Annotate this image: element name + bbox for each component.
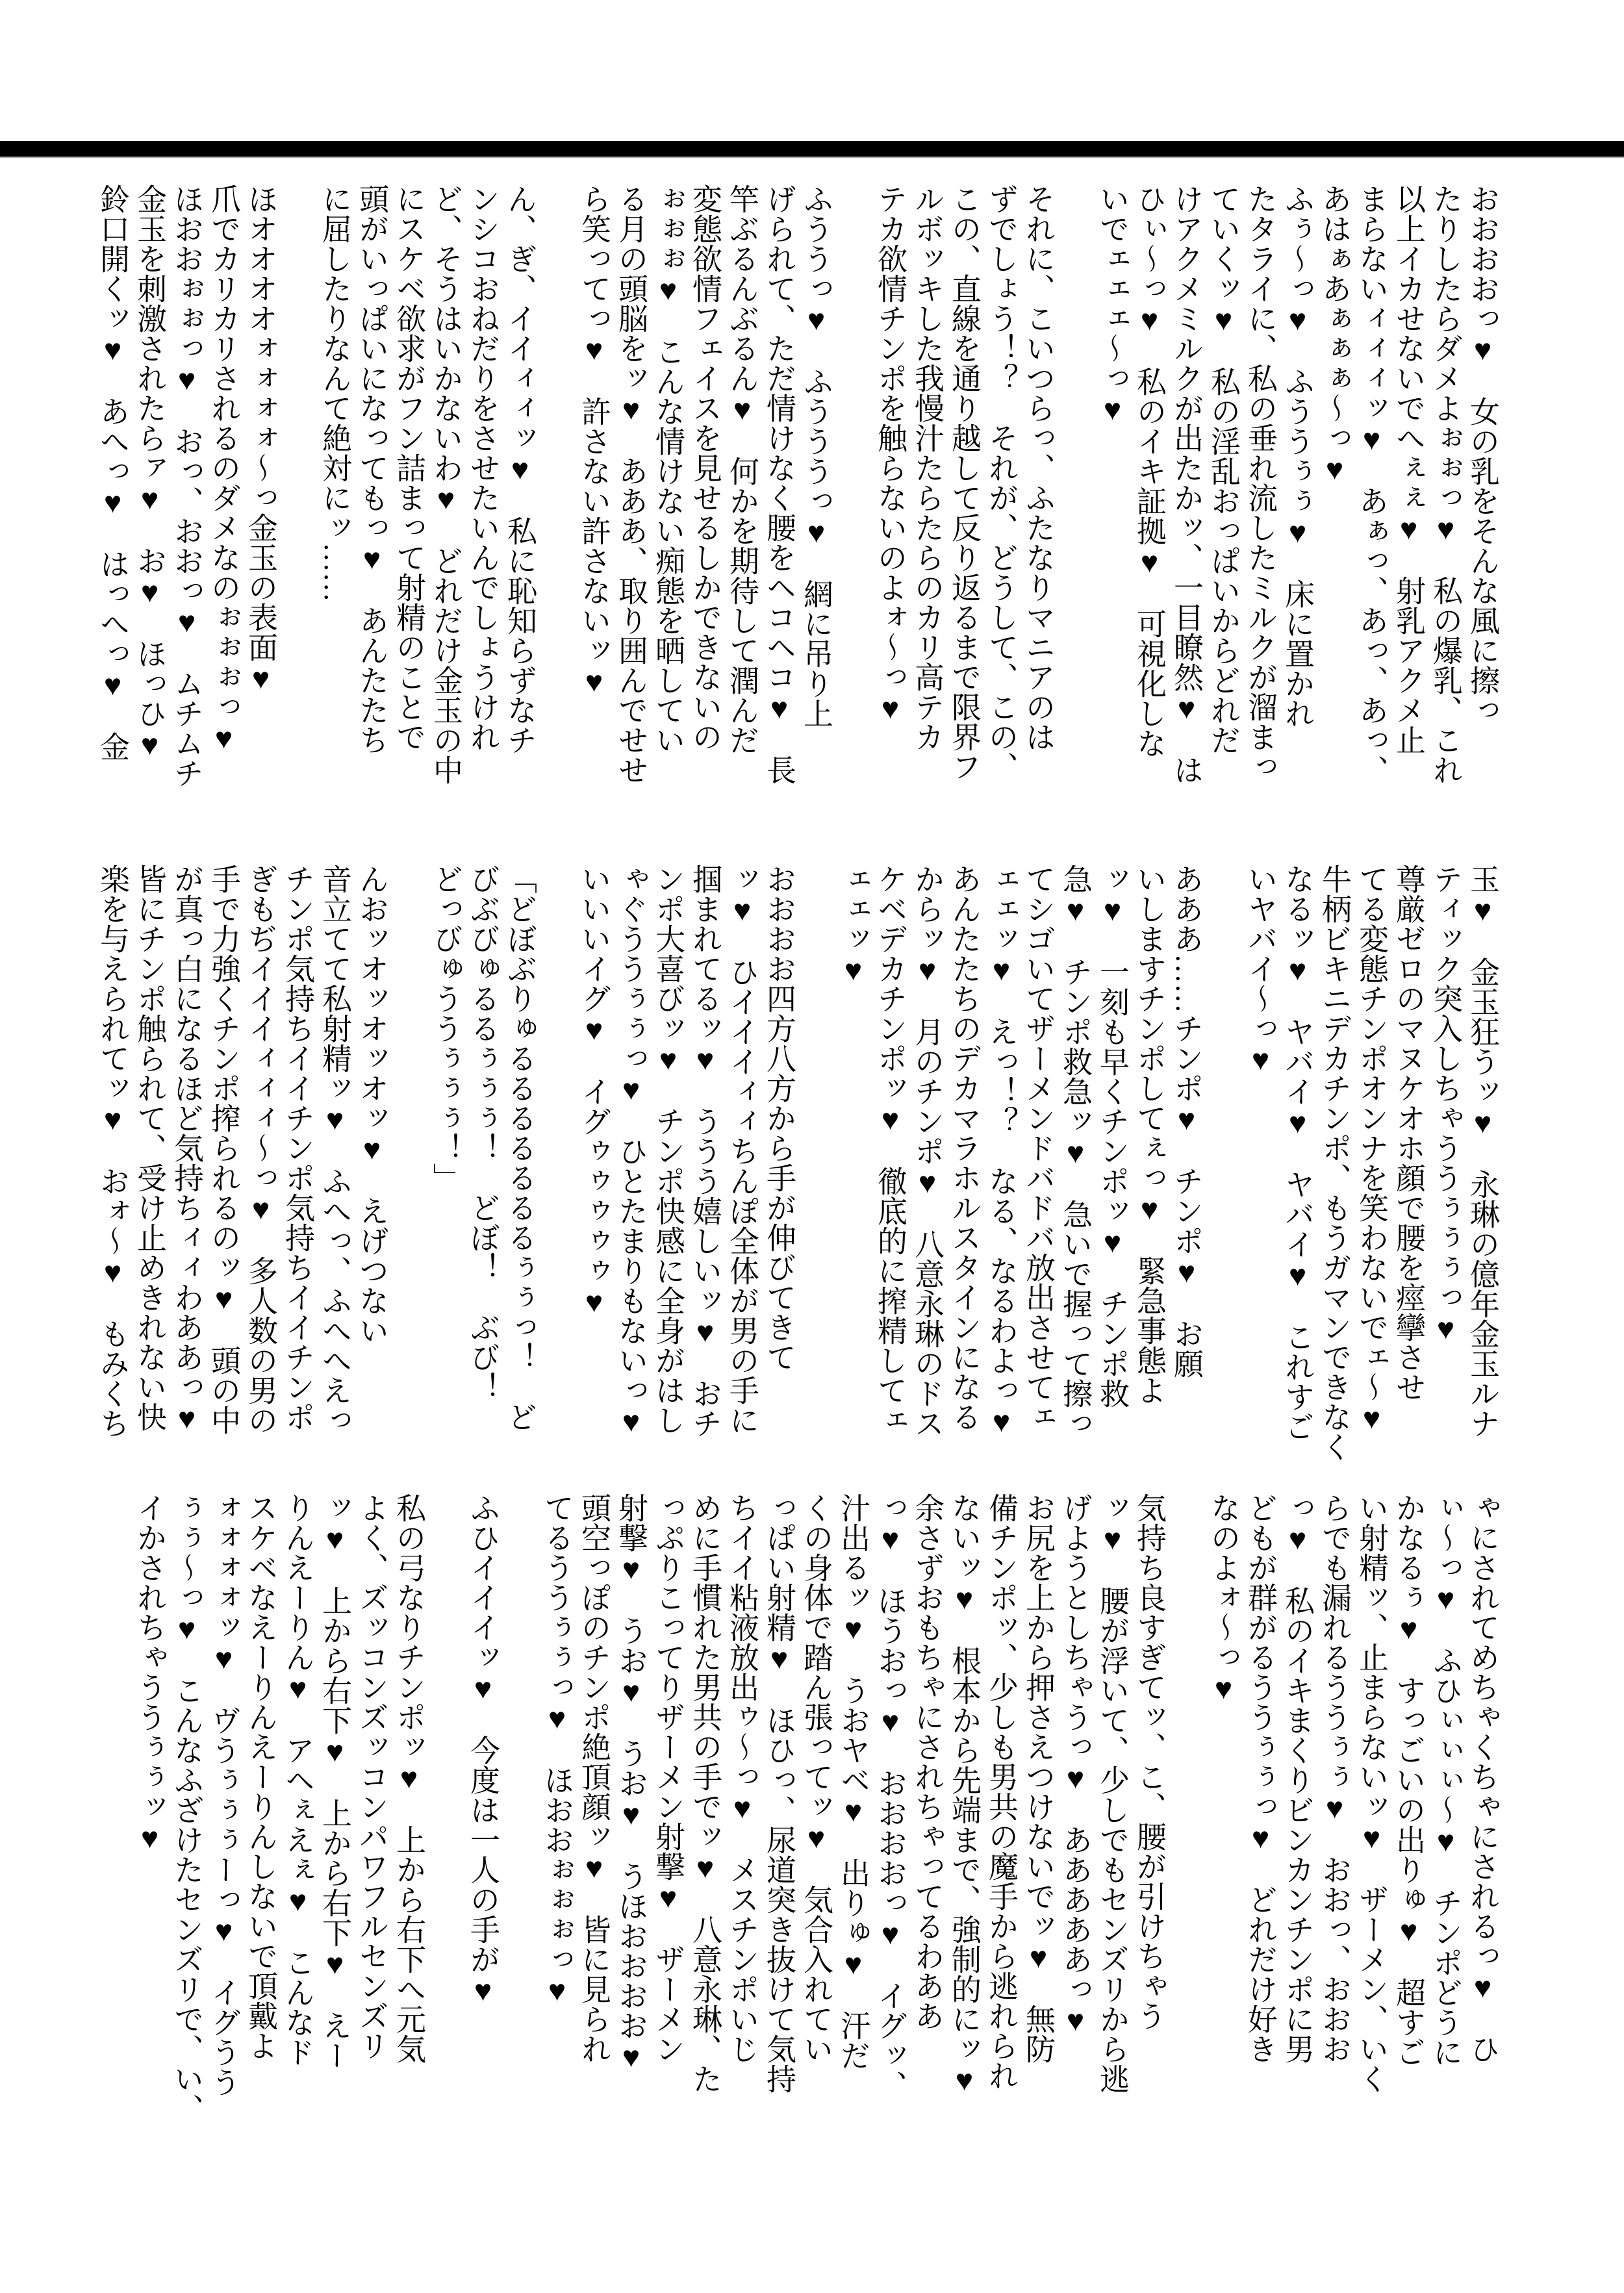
- text-column: 頭がいっぱいになってもっ♥ あんたたち: [355, 184, 388, 755]
- text-column: 変態欲情フェイスを見せるしかできないの: [689, 184, 722, 752]
- text-column: っぱい射精♥ ほひっ、尿道突き抜けて気持: [763, 1493, 796, 2094]
- text-column: あああ……チンポ♥ チンポ♥ お願: [1170, 864, 1203, 1378]
- text-column: が真っ白になるほど気持ちィィわああっ♥: [170, 864, 203, 1435]
- text-column: それに、こいつらっ、ふたなりマニアのは: [1022, 184, 1055, 752]
- text-column: 尊厳ゼロのマヌケオホ顔で腰を痙攣させ: [1392, 864, 1425, 1402]
- text-band-middle: [94, 864, 1501, 1494]
- text-column: っ♥ 私のイキまくりビンカンチンポに男: [1281, 1493, 1314, 2064]
- text-column: に屈したりなんて絶対にッ……: [318, 184, 351, 602]
- text-column: ほオオオオォォォォ〜っ金玉の表面♥: [244, 184, 277, 695]
- text-column: テカ欲情チンポを触らないのよォ〜っ♥: [874, 184, 907, 725]
- text-column: ぅぅ〜っ♥ こんなふざけたセンズリで、い、: [170, 1493, 203, 2123]
- text-column: 以上イカせないでへぇぇ♥ 射乳アクメ止: [1392, 184, 1425, 755]
- text-column: 備チンポッ、少しも男共の魔手から逃れられ: [985, 1493, 1018, 2090]
- text-column: ふひイイイッ♥ 今度は一人の手が♥: [466, 1493, 500, 2007]
- text-column: ォォォォッ♥ ヴうぅぅぅーっ♥ イグうう: [207, 1493, 240, 2097]
- text-column: んおッオッオッオッ♥ えげつない: [355, 864, 388, 1345]
- text-column: げられて、ただ情けなく腰をヘコヘコ♥ 長: [763, 184, 796, 785]
- text-column: 竿ぶるんぶるん♥ 何かを期待して潤んだ: [726, 184, 759, 755]
- top-black-bar: [0, 141, 1624, 158]
- text-column: 射撃♥ うお♥ うお♥ うほおおおお♥: [615, 1493, 648, 2073]
- text-column: 音立てて私射精ッ♥ ふへっ、ふへへえっ: [318, 864, 351, 1435]
- text-column: 気持ち良すぎてッ、こ、腰が引けちゃう: [1133, 1493, 1166, 2031]
- text-column: ふううっ♥ ふうううっ♥ 網に吊り上: [800, 184, 833, 728]
- text-column: あんたたちのデカマラホルスタインになる: [948, 864, 981, 1432]
- text-column: ていくッ♥ 私の淫乱おっぱいからどれだ: [1207, 184, 1240, 755]
- text-column: 爪でカリカリされるのダメなのぉぉぉっ♥: [207, 184, 240, 755]
- text-column: ないッ♥ 根本から先端まで、強制的にッ♥: [948, 1493, 981, 2097]
- text-column: 余さずおもちゃにされちゃってるわああ: [911, 1493, 944, 2031]
- text-column: ど、そうはいかないわ♥ どれだけ金玉の中: [429, 184, 463, 785]
- text-column: ェェッ♥: [837, 864, 870, 987]
- text-column: ッ♥ 一刻も早くチンポッ♥ チンポ救: [1096, 864, 1129, 1408]
- text-column: どっびゅううぅぅぅ！」: [429, 864, 463, 1193]
- text-column: かなるぅ♥ すっごいの出りゅ♥ 超すご: [1392, 1493, 1425, 2067]
- text-column: 金玉を刺激されたらァ♥ お♥ ほっひ♥: [133, 184, 166, 761]
- text-column: ひぃ〜っ♥ 私のイキ証拠♥ 可視化しな: [1133, 184, 1166, 758]
- text-column: ティック突入しちゃううぅぅぅっ♥: [1429, 864, 1462, 1345]
- text-column: ケベデカチンポッ♥ 徹底的に搾精してェ: [874, 864, 907, 1435]
- text-column: たタライに、私の垂れ流したミルクが溜まっ: [1244, 184, 1277, 781]
- text-column: ッ♥ 腰が浮いて、少しでもセンズリから逃: [1096, 1493, 1129, 2094]
- text-column: っぷりこってりザーメン射撃♥ ザーメン: [652, 1493, 685, 2064]
- text-column: ほおおぉぉっ♥ おっ、おおっ♥ ムチムチ: [170, 184, 203, 788]
- text-column: チンポ気持ちイイチンポ気持ちイイチンポ: [281, 864, 314, 1432]
- text-column: 鈴口開くッ♥ あへっ♥ はっへっ♥ 金: [96, 184, 129, 761]
- text-column: おおおお四方八方から手が伸びてきて: [763, 864, 796, 1372]
- text-column: なるッ♥ ヤバイ♥ ヤバイ♥ これすご: [1281, 864, 1314, 1441]
- text-column: よく、ズッコンズッコンパワフルセンズリ: [355, 1493, 388, 2060]
- text-column: なのよォ〜っ♥: [1207, 1493, 1240, 1705]
- text-column: ェェッ♥ えっ！？ なる、なるわよっ♥: [985, 864, 1018, 1438]
- text-column: おおおおっ♥ 女の乳をそんな風に擦っ: [1466, 184, 1499, 725]
- text-column: る月の頭脳をッ♥ あああ、取り囲んでせせ: [615, 184, 648, 785]
- text-column: 汁出るッ♥ うおヤベ♥ 出りゅ♥ 汗だ: [837, 1493, 870, 2070]
- text-column: お尻を上から押さえつけないでッ♥ 無防: [1022, 1493, 1055, 2064]
- text-column: てるううぅぅっ♥ ほおおぉぉぉっ♥: [540, 1493, 574, 2007]
- text-column: い射精ッ、止まらないッ♥ ザーメン、いく: [1355, 1493, 1388, 2094]
- text-column: けアクメミルクが出たかッ、一目瞭然♥ は: [1170, 184, 1203, 785]
- text-column: ッ♥ ひイイイィィちんぽ全体が男の手に: [726, 864, 759, 1435]
- text-column: 私の弓なりチンポッ♥ 上から右下へ元気: [392, 1493, 425, 2064]
- text-column: 皆にチンポ触られて、受け止めきれない快: [133, 864, 166, 1432]
- text-column: ッ♥ 上から右下♥ 上から右下♥ えー: [318, 1493, 351, 2070]
- text-column: 急♥ チンポ救急ッ♥ 急いで握って擦っ: [1059, 864, 1092, 1438]
- text-column: 掴まれてるッ♥ ううう嬉しいッ♥ おチ: [689, 864, 722, 1438]
- text-column: あはぁあぁぁぁ〜っ♥: [1318, 184, 1351, 486]
- text-column: ンシコおねだりをさせたいんでしょうけれ: [466, 184, 500, 752]
- text-column: らでも漏れるううぅぅ♥ おおっ、おおお: [1318, 1493, 1351, 2064]
- text-column: どもが群がるううぅぅっ♥ どれだけ好き: [1244, 1493, 1277, 2064]
- text-column: っ♥ ほうおっ♥ おおおおっ♥ イグッ、: [874, 1493, 907, 2100]
- text-column: たりしたらダメよぉぉっ♥ 私の爆乳、これ: [1429, 184, 1462, 785]
- text-column: からッ♥ 月のチンポ♥ 八意永琳のドス: [911, 864, 944, 1438]
- text-column: ゃぐううぅぅっ♥ ひとたまりもないっ♥: [615, 864, 648, 1438]
- text-column: 「どぼぶりゅるるるるるるるぅぅっ！ ど: [503, 864, 537, 1432]
- text-column: めに手慣れた男共の手でッ♥ 八意永琳、た: [689, 1493, 722, 2094]
- text-column: スケベなえーりんえーりんしないで頂戴よ: [244, 1493, 277, 2060]
- text-column: げようとしちゃうっ♥ あああああっ♥: [1059, 1493, 1092, 2037]
- text-column: いでェェェ〜っ♥: [1096, 184, 1129, 426]
- text-column: ぃ〜っ♥ ふひぃぃぃ〜♥ チンポどうに: [1429, 1493, 1462, 2067]
- text-column: にスケベ欲求がフン詰まって射精のことで: [392, 184, 425, 752]
- text-column: 楽を与えられてッ♥ おォ〜♥ もみくち: [96, 864, 129, 1438]
- text-column: 手で力強くチンポ搾られるのッ♥ 頭の中: [207, 864, 240, 1435]
- text-column: 玉♥ 金玉狂うッ♥ 永琳の億年金玉ルナ: [1466, 864, 1499, 1438]
- text-column: いヤバイ〜っ♥: [1244, 864, 1277, 1076]
- text-column: まらないィィィッ♥ あぁっ、あっ、あっ、: [1355, 184, 1388, 785]
- text-band-top: [94, 184, 1501, 814]
- text-column: イかされちゃううぅぅッ♥: [133, 1493, 166, 1855]
- text-column: くの身体で踏ん張ってッ♥ 気合入れてい: [800, 1493, 833, 2064]
- text-column: この、直線を通り越して反り返るまで限界フ: [948, 184, 981, 781]
- text-column: りんえーりん♥ アヘぇえぇ♥ こんなド: [281, 1493, 314, 2067]
- text-column: ルボッキした我慢汁たらたらのカリ高テカ: [911, 184, 944, 752]
- text-column: ぎもぢイイイィィィ〜っ♥ 多人数の男の: [244, 864, 277, 1435]
- text-column: てシゴいてザーメンドバドバ放出させてェ: [1022, 864, 1055, 1432]
- text-column: ぉぉぉ♥ こんな情けない痴態を晒してい: [652, 184, 685, 755]
- text-column: ん、ぎ、イイィィッ♥ 私に恥知らずなチ: [503, 184, 537, 755]
- text-column: てる変態チンポオンナを笑わないでェ〜♥: [1355, 864, 1388, 1435]
- text-band-bottom: [131, 1493, 1501, 2123]
- text-column: ずでしょう！？ それが、どうして、この、: [985, 184, 1018, 781]
- text-column: ンポ大喜びッ♥ チンポ快感に全身がはし: [652, 864, 685, 1435]
- text-column: ゃにされてめちゃくちゃにされるっ♥ ひ: [1466, 1493, 1499, 2064]
- text-column: いしますチンポしてぇっ♥ 緊急事態よ: [1133, 864, 1166, 1405]
- text-column: ら笑ってっ♥ 許さない許さないッ♥: [577, 184, 611, 698]
- text-column: ちイイ粘液放出ゥ〜っ♥ メスチンポいじ: [726, 1493, 759, 2064]
- text-column: 牛柄ビキニデカチンポ、もうガマンできなく: [1318, 864, 1351, 1462]
- text-column: 頭空っぽのチンポ絶頂顔ッ♥ 皆に見られ: [577, 1493, 611, 2064]
- text-column: びぶびゅるるぅぅぅ！ どぼ！ ぶび！: [466, 864, 500, 1402]
- text-column: ふぅ〜っ♥ ふううぅぅ♥ 床に置かれ: [1281, 184, 1314, 728]
- text-column: いいいイグ♥ イグゥゥゥゥゥ♥: [577, 864, 611, 1319]
